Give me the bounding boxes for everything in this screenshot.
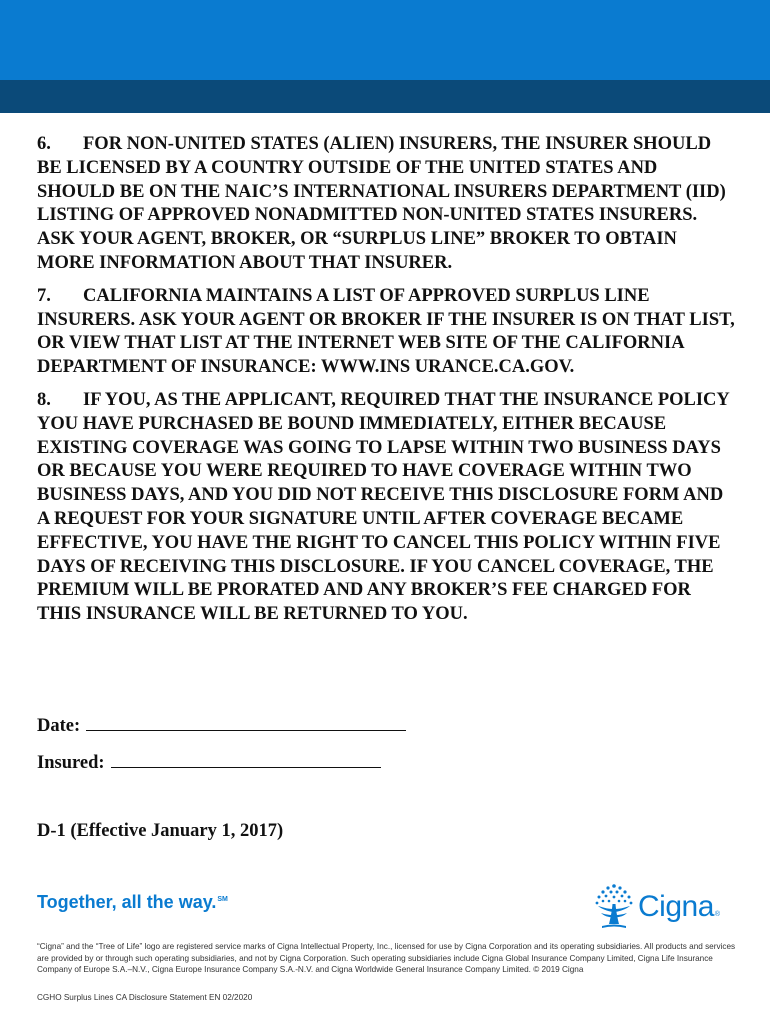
insured-field[interactable] bbox=[111, 749, 381, 768]
insured-label: Insured: bbox=[37, 753, 105, 773]
service-mark: SM bbox=[217, 896, 228, 903]
brand-name: Cigna® bbox=[638, 890, 720, 923]
insured-row bbox=[37, 749, 381, 775]
form-id: D-1 (Effective January 1, 2017) bbox=[37, 821, 284, 841]
date-field[interactable] bbox=[86, 712, 406, 731]
header-band-top bbox=[0, 0, 770, 80]
paragraph-6 bbox=[37, 133, 737, 276]
paragraph-7 bbox=[37, 285, 737, 380]
date-label: Date: bbox=[37, 716, 81, 736]
date-row bbox=[37, 712, 406, 738]
tagline-text: Together, all the way. bbox=[37, 892, 217, 912]
registered-mark: ® bbox=[714, 911, 720, 918]
document-id: CGHO Surplus Lines CA Disclosure Statement EN 02/2020 bbox=[37, 993, 253, 1002]
paragraph-number: 6. bbox=[37, 134, 51, 154]
header-band-bottom bbox=[0, 80, 770, 113]
disclosure-body bbox=[37, 133, 737, 636]
tagline bbox=[37, 892, 228, 913]
paragraph-text: CALIFORNIA MAINTAINS A LIST OF APPROVED SURPLUS LINE INSURERS. ASK YOUR AGENT OR BROKER IF THE INSURER IS ON THAT LIST, OR VIEW THAT LIST AT THE INTERNET WEB SITE OF THE CALIFORNIA DEPARTMENT OF INSURANCE: WWW.INS URANCE.CA.GOV. bbox=[37, 285, 735, 378]
paragraph-text: IF YOU, AS THE APPLICANT, REQUIRED THAT THE INSURANCE POLICY YOU HAVE PURCHASED BE BOUND IMMEDIATELY, EITHER BECAUSE EXISTING COVERAGE WAS GOING TO LAPSE WITHIN TWO BUSINESS DAYS OR BECAUSE YOU WERE REQUIRED TO HAVE COVERAGE WITHIN TWO BUSINESS DAYS, AND YOU DID NOT RECEIVE THIS DISCLOSURE FORM AND A REQUEST FOR YOUR SIGNATURE UNTIL AFTER COVERAGE BECAME EFFECTIVE, YOU HAVE THE RIGHT TO CANCEL THIS POLICY WITHIN FIVE DAYS OF RECEIVING THIS DISCLOSURE. IF YOU CANCEL COVERAGE, THE PREMIUM WILL BE PRORATED AND ANY BROKER’S FEE CHARGED FOR THIS INSURANCE WILL BE RETURNED TO YOU. bbox=[37, 389, 730, 625]
paragraph-number: 7. bbox=[37, 285, 51, 306]
tree-of-life-icon bbox=[592, 882, 636, 930]
cigna-logo bbox=[592, 882, 742, 930]
paragraph-number: 8. bbox=[37, 389, 51, 410]
legal-fineprint: “Cigna” and the “Tree of Life” logo are registered service marks of Cigna Intellectual Property, Inc., licensed for use by Cigna Corporation and its operating subsidiaries. All products and services are provided by or through such operating subsidiaries, and not by Cigna Corporation. Such operating subsidiaries include Cigna Global Insurance Company Limited, Cigna Life Insurance Company of Europe S.A.–N.V., Cigna Europe Insurance Company S.A.-N.V. and Cigna Worldwide General Insurance Company Limited. © 2019 Cigna bbox=[37, 942, 736, 974]
paragraph-8 bbox=[37, 389, 737, 627]
paragraph-text: FOR NON-UNITED STATES (ALIEN) INSURERS, THE INSURER SHOULD BE LICENSED BY A COUNTRY OUTSIDE OF THE UNITED STATES AND SHOULD BE ON THE NAIC’S INTERNATIONAL INSURERS DEPARTMENT (IID) LISTING OF APPROVED NONADMITTED NON-UNITED STATES INSURERS. ASK YOUR AGENT, BROKER, OR “SURPLUS LINE” BROKER TO OBTAIN MORE INFORMATION ABOUT THAT INSURER. bbox=[37, 134, 726, 273]
